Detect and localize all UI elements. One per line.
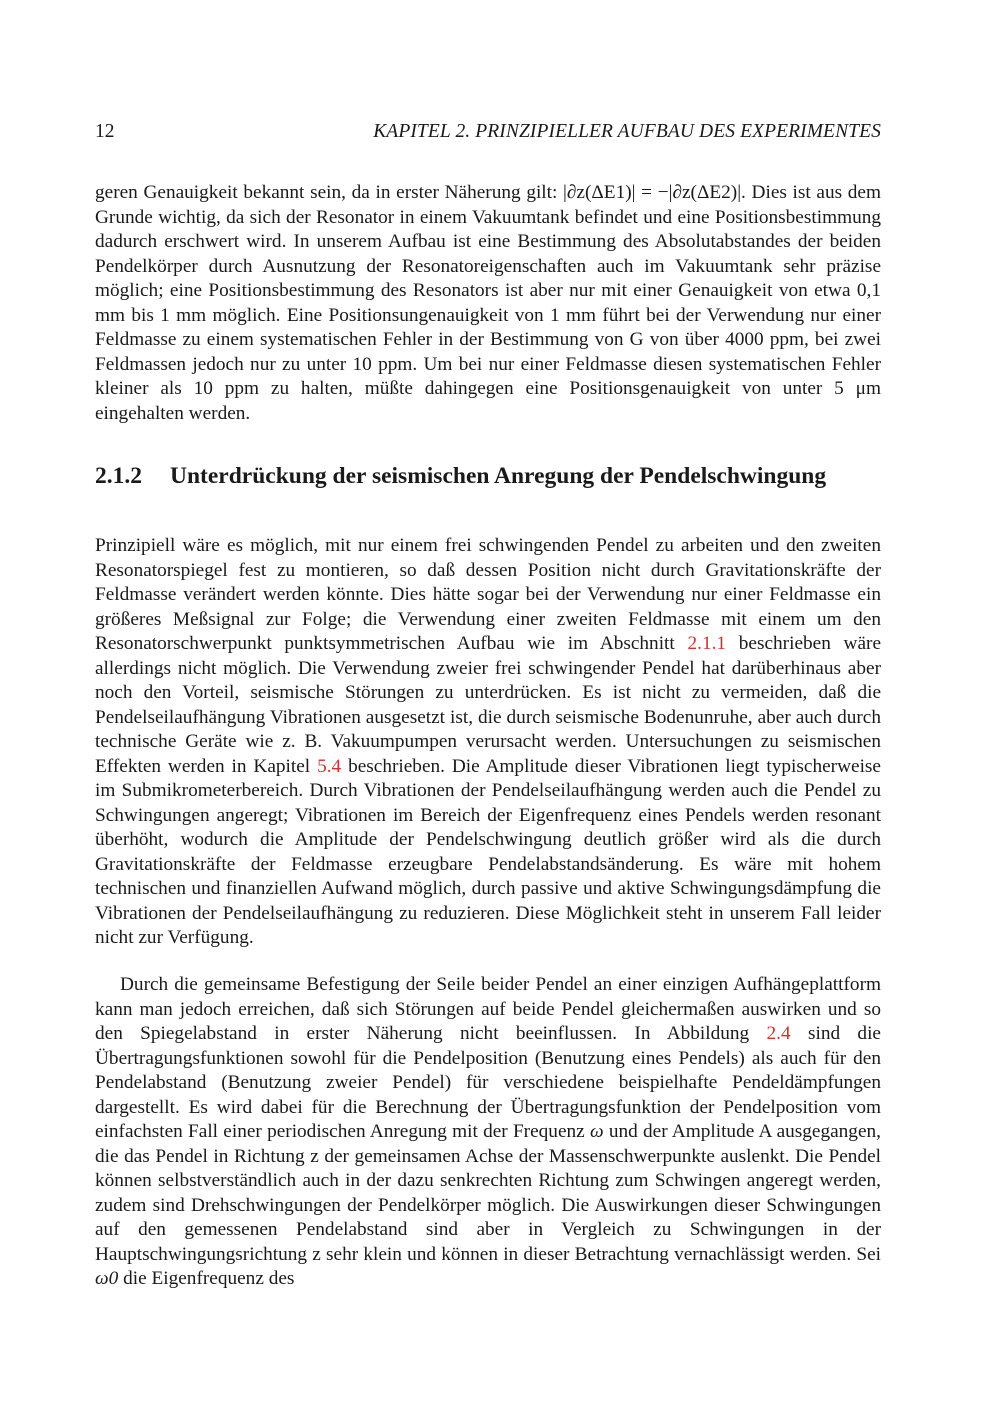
paragraph-text: geren Genauigkeit bekannt sein, da in erster Näherung gilt: |∂z(ΔE1)| = −|∂z(ΔE2)|. Dies ist aus dem Grunde wichtig, da sich der Resonator in einem Vakuumtank befindet und eine Positionsbestimmung dadurch erschwert wird. In unserem Aufbau ist eine Bestimmung des Absolutabstandes der beiden Pendelkörper durch Ausnutzung der Resonatoreigenschaften auch im Vakuumtank sehr präzise möglich; eine Positionsbestimmung des Resonators ist aber nur mit einer Genauigkeit von etwa 0,1 mm bis 1 mm möglich. Eine Positionsungenauigkeit von 1 mm führt bei der Verwendung nur einer Feldmasse zu einem systematischen Fehler in der Bestimmung von G von über 4000 ppm, bei zwei Feldmassen jedoch nur zu unter 10 ppm. Um bei nur einer Feldmasse diesen systematischen Fehler kleiner als 10 ppm zu halten, müßte dahingegen eine Positionsgenauigkeit von unter 5 μm eingehalten werden. xyxy=(95,182,881,424)
paragraph-text: Prinzipiell wäre es möglich, mit nur einem frei schwingenden Pendel zu arbeiten und den zweiten Resonatorspiegel fest zu montieren, so daß dessen Position nicht durch Gravitationskräfte der Feldmasse verändert werden könnte. Dies hätte sogar bei der Verwendung nur einer Feldmasse ein größeres Meßsignal zur Folge; die Verwendung einer zweiten Feldmasse mit einem um den Resonatorschwerpunkt punktsymmetrischen Aufbau wie im Abschnitt xyxy=(95,535,881,654)
body-paragraph-2 xyxy=(95,534,881,951)
figure-reference-link[interactable]: 2.4 xyxy=(766,1023,791,1044)
paragraph-text: und der Amplitude A ausgegangen, die das Pendel in Richtung z der gemeinsamen Achse der Massenschwerpunkte auslenkt. Die Pendel können selbstverständlich auch in der dazu senkrechten Richtung zum Schwingen angeregt werden, zudem sind Drehschwingungen der Pendelkörper möglich. Die Auswirkungen dieser Schwingungen auf den gemessenen Pendelabstand sind aber in Vergleich zu Schwingungen in der Hauptschwingungsrichtung z sehr klein und können in dieser Betrachtung vernachlässigt werden. Sei xyxy=(95,1121,881,1265)
section-number: 2.1.2 xyxy=(95,463,142,489)
section-reference-link[interactable]: 2.1.1 xyxy=(687,633,727,654)
paragraph-text: beschrieben wäre allerdings nicht möglich. Die Verwendung zweier frei schwingender Pendel hat darüberhinaus aber noch den Vorteil, seismische Störungen zu unterdrücken. Es ist nicht zu vermeiden, daß die Pendelseilaufhängung Vibrationen ausgesetzt ist, die durch seismische Bodenunruhe, aber auch durch technische Geräte wie z. B. Vakuumpumpen verursacht werden. Untersuchungen zu seismischen Effekten werden in Kapitel xyxy=(95,633,882,777)
running-header xyxy=(95,118,881,146)
chapter-reference-link[interactable]: 5.4 xyxy=(317,755,342,777)
body-paragraph-1 xyxy=(95,181,881,426)
section-title: Unterdrückung der seismischen Anregung der Pendelschwingung xyxy=(170,463,827,489)
paragraph-text: sind die Übertragungsfunktionen sowohl für die Pendelposition (Benutzung eines Pendels) als auch für den Pendelabstand (Benutzung zweier Pendel) für verschiedene beispielhafte Pendeldämpfungen dargestellt. Es wird dabei für die Berechnung der Übertragungsfunktion der Pendelposition vom einfachsten Fall einer periodischen Anregung mit der Frequenz xyxy=(95,1023,881,1142)
body-paragraph-3 xyxy=(95,973,881,1292)
math-omega: ω xyxy=(589,1121,604,1142)
paragraph-text: die Eigenfrequenz des xyxy=(123,1268,295,1289)
paragraph-text: Durch die gemeinsame Befestigung der Seile beider Pendel an einer einzigen Aufhängeplattform kann man jedoch erreichen, daß sich Störungen auf beide Pendel gleichermaßen auswirken und so den Spiegelabstand in erster Näherung nicht beeinflussen. In Abbildung xyxy=(95,974,881,1044)
paragraph-text: beschrieben. Die Amplitude dieser Vibrationen liegt typischerweise im Submikrometerbereich. Durch Vibrationen der Pendelseilaufhängung werden auch die Pendel zu Schwingungen angeregt; Vibrationen im Bereich der Eigenfrequenz eines Pendels werden resonant überhöht, wodurch die Amplitude der Pendelschwingung deutlich größer wird als die durch Gravitationskräfte der Feldmasse erzeugbare Pendelabstandsänderung. Es wäre mit hohem technischen und finanziellen Aufwand möglich, durch passive und aktive Schwingungsdämpfung die Vibrationen der Pendelseilaufhängung zu reduzieren. Diese Möglichkeit steht in unserem Fall leider nicht zur Verfügung. xyxy=(95,755,881,948)
math-omega-zero: ω0 xyxy=(95,1268,119,1289)
page-number: 12 xyxy=(95,121,115,142)
chapter-title: KAPITEL 2. PRINZIPIELLER AUFBAU DES EXPERIMENTES xyxy=(373,121,881,142)
